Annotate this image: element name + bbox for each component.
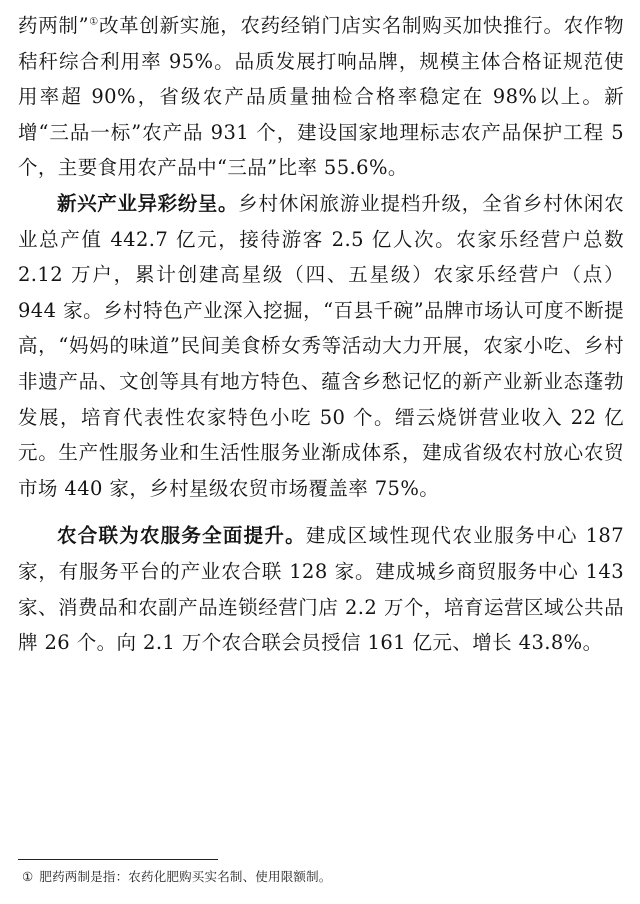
paragraph-cooperative-services-text: 建成区域性现代农业服务中心 187 家，有服务平台的产业农合联 128 家。建成城乡商贸服务中心 143 家、消费品和农副产品连锁经营门店 2.2 万个，培育运营区域公共品牌 26 个。向 2.1 万个农合联会员授信 161 亿元、增长 43.8%。 (18, 524, 625, 655)
footnote-marker: ① (22, 869, 34, 884)
paragraph-quality-lead: 药两制” (18, 14, 89, 37)
paragraph-cooperative-services-heading: 农合联为农服务全面提升。 (57, 524, 306, 548)
paragraph-cooperative-services (18, 518, 624, 660)
paragraph-quality (18, 8, 624, 186)
paragraph-emerging-industries (18, 186, 624, 506)
paragraph-emerging-industries-heading: 新兴产业异彩纷呈。 (57, 191, 239, 215)
document-body (18, 8, 624, 661)
footnote-separator (18, 859, 218, 860)
footnote-text: 肥药两制是指：农药化肥购买实名制、使用限额制。 (39, 869, 332, 884)
paragraph-quality-text: 改革创新实施，农药经销门店实名制购买加快推行。农作物秸秆综合利用率 95%。品质发展打响品牌，规模主体合格证规范使用率超 90%，省级农产品质量抽检合格率稳定在 98%以上。新增“三品一标”农产品 931 个，建设国家地理标志农产品保护工程 5 个，主要食用农产品中“三品”比率 55.6%。 (18, 14, 624, 180)
footnote (22, 868, 332, 886)
footnote-reference[interactable]: ① (88, 16, 99, 28)
paragraph-emerging-industries-text: 乡村休闲旅游业提档升级，全省乡村休闲农业总产值 442.7 亿元，接待游客 2.5 亿人次。农家乐经营户总数 2.12 万户，累计创建高星级（四、五星级）农家乐经营户（点）944 家。乡村特色产业深入挖掘，“百县千碗”品牌市场认可度不断提高，“妈妈的味道”民间美食桥女秀等活动大力开展，农家小吃、乡村非遗产品、文创等具有地方特色、蕴含乡愁记忆的新产业新业态蓬勃发展，培育代表性农家特色小吃 50 个。缙云烧饼营业收入 22 亿元。生产性服务业和生活性服务业渐成体系，建成省级农村放心农贸市场 440 家，乡村星级农贸市场覆盖率 75%。 (18, 191, 624, 500)
